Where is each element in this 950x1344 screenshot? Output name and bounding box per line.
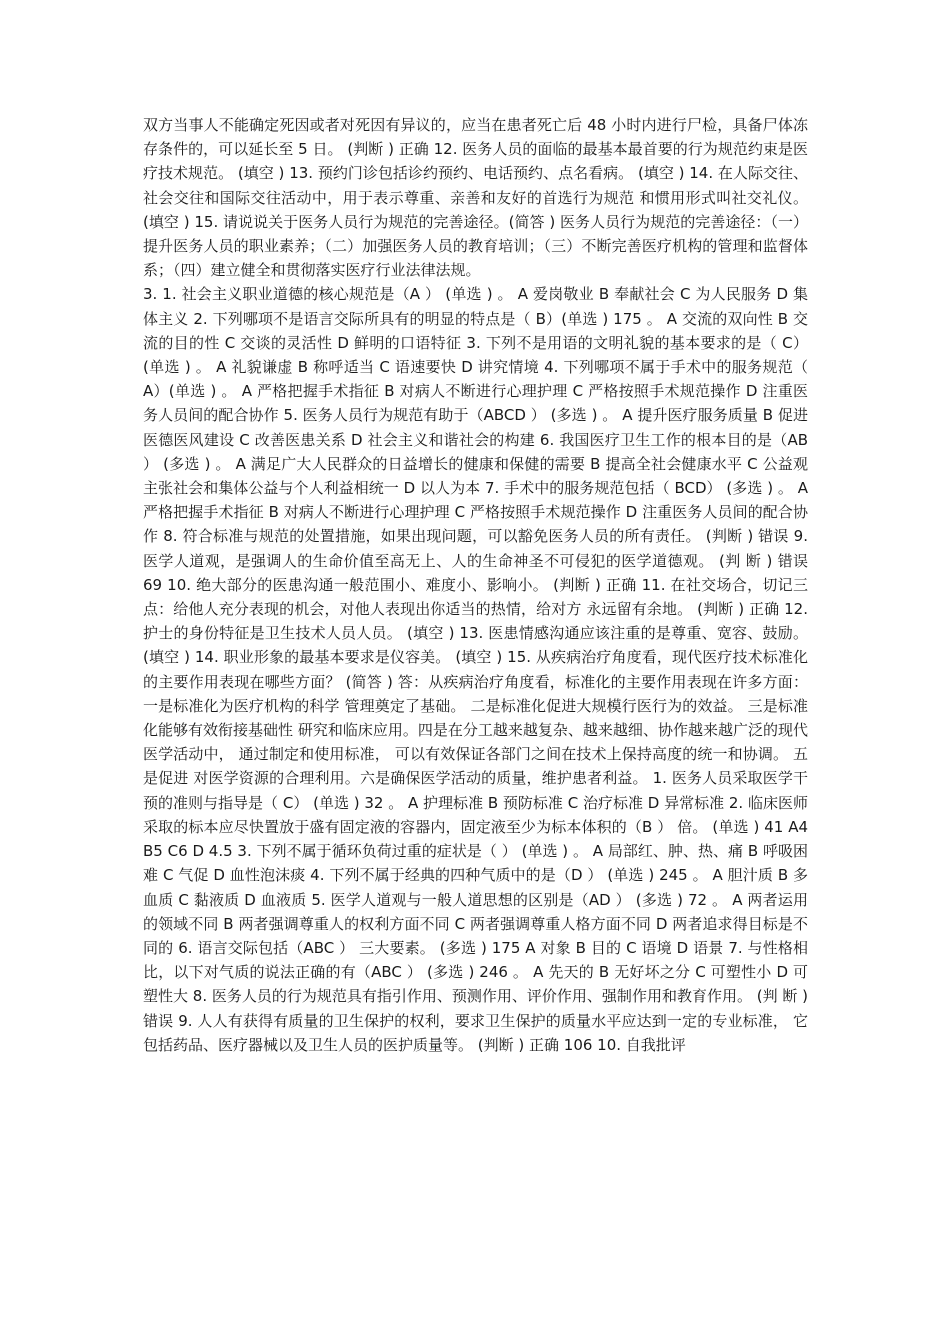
paragraph-section-3: 3. 1. 社会主义职业道德的核心规范是（A ） (单选 ) 。 A 爱岗敬业 B 奉献社会 C 为人民服务 D 集体主义 2. 下列哪项不是语言交际所具有的明显的特点是（ B）(单选 ) 175 。 A 交流的双向性 B 交流的目的性 C 交谈的灵活性 D 鲜明的口语特征 3. 下列不是用语的文明礼貌的基本要求的是（ C） (单选 ) 。 A 礼貌谦虚 B 称呼适当 C 语速要快 D 讲究情境 4. 下列哪项不属于手术中的服务规范（ A）(单选 ) 。 A 严格把握手术指征 B 对病人不断进行心理护理 C 严格按照手术规范操作 D 注重医务人员间的配合协作 5. 医务人员行为规范有助于（ABCD ） (多选 ) 。 A 提升医疗服务质量 B 促进医德医风建设 C 改善医患关系 D 社会主义和谐社会的构建 6. 我国医疗卫生工作的根本目的是（AB ） (多选 ) 。 A 满足广大人民群众的日益增长的健康和保健的需要 B 提高全社会健康水平 C 公益观主张社会和集体公益与个人利益相统一 D 以人为本 7. 手术中的服务规范包括（ BCD） (多选 ) 。 A 严格把握手术指征 B 对病人不断进行心理护理 C 严格按照手术规范操作 D 注重医务人员间的配合协作 8. 符合标准与规范的处置措施，如果出现问题，可以豁免医务人员的所有责任。 (判断 ) 错误 9. 医学人道观，是强调人的生命价值至高无上、人的生命神圣不可侵犯的医学道德观。 (判 断 ) 错误 69 10. 绝大部分的医患沟通一般范围小、难度小、影响小。 (判断 ) 正确 11. 在社交场合，切记三点：给他人充分表现的机会，对他人表现出你适当的热情，给对方 永远留有余地。 (判断 ) 正确 12. 护士的身份特征是卫生技术人员人员。 (填空 ) 13. 医患情感沟通应该注重的是尊重、宽容、鼓励。 (填空 ) 14. 职业形象的最基本要求是仪容美。 (填空 ) 15. 从疾病治疗角度看，现代医疗技术标准化的主要作用表现在哪些方面？ (简答 ) 答：从疾病治疗角度看，标准化的主要作用表现在许多方面：一是标准化为医疗机构的科学 管理奠定了基础。 二是标准化促进大规模行医行为的效益。 三是标准化能够有效衔接基础性 研究和临床应用。四是在分工越来越复杂、越来越细、协作越来越广泛的现代医学活动中， 通过制定和使用标准， 可以有效保证各部门之间在技术上保持高度的统一和协调。 五是促进 对医学资源的合理利用。六是确保医学活动的质量，维护患者利益。 1. 医务人员采取医学干预的准则与指导是（ C） (单选 ) 32 。 A 护理标准 B 预防标准 C 治疗标准 D 异常标准 2. 临床医师采取的标本应尽快置放于盛有固定液的容器内，固定液至少为标本体积的（B ） 倍。 (单选 ) 41 A4 B5 C6 D 4.5 3. 下列不属于循环负荷过重的症状是（ ） (单选 ) 。 A 局部红、肿、热、痛 B 呼吸困难 C 气促 D 血性泡沫痰 4. 下列不属于经典的四种气质中的是（D ） (单选 ) 245 。 A 胆汁质 B 多血质 C 黏液质 D 血液质 5. 医学人道观与一般人道思想的区别是（AD ） (多选 ) 72 。 A 两者运用的领域不同 B 两者强调尊重人的权利方面不同 C 两者强调尊重人格方面不同 D 两者追求得目标是不同的 6. 语言交际包括（ABC ） 三大要素。 (多选 ) 175 A 对象 B 目的 C 语境 D 语景 7. 与性格相比，以下对气质的说法正确的有（ABC ） (多选 ) 246 。 A 先天的 B 无好坏之分 C 可塑性小 D 可塑性大 8. 医务人员的行为规范具有指引作用、预测作用、评价作用、强制作用和教育作用。 (判 断 ) 错误 9. 人人有获得有质量的卫生保护的权利，要求卫生保护的质量水平应达到一定的专业标准， 它包括药品、医疗器械以及卫生人员的医护质量等。 (判断 ) 正确 106 10. 自我批评	[143, 285, 808, 1054]
paragraph-continuation: 双方当事人不能确定死因或者对死因有异议的，应当在患者死亡后 48 小时内进行尸检，具备尸体冻存条件的，可以延长至 5 日。 (判断 ) 正确 12. 医务人员的面临的最基本最首要的行为规范约束是医疗技术规范。 (填空 ) 13. 预约门诊包括诊约预约、电话预约、点名看病。 (填空 ) 14. 在人际交往、社会交往和国际交往活动中，用于表示尊重、亲善和友好的首选行为规范 和惯用形式叫社交礼仪。 (填空 ) 15. 请说说关于医务人员行为规范的完善途径。(简答 ) 医务人员行为规范的完善途径：（一）提升医务人员的职业素养；（二）加强医务人员的教育培训；（三）不断完善医疗机构的管理和监督体系；（四）建立健全和贯彻落实医疗行业法律法规。	[143, 116, 808, 280]
document-body	[143, 113, 808, 1057]
